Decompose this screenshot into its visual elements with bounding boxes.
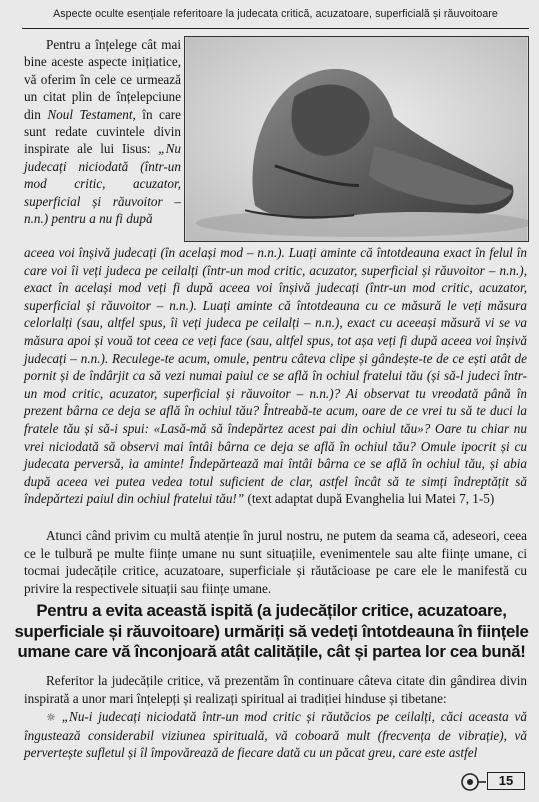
page-number-box	[459, 771, 525, 793]
crouching-figure-image	[184, 36, 529, 242]
intro-text: Pentru a înțelege cât mai bine aceste aspecte inițiatice, vă oferim în cele ce urmează un citat plin de înțelepciune din	[24, 37, 181, 122]
sun-bullet-icon: ☼	[46, 711, 56, 724]
intro-text-after: , în care sunt redate cuvintele divin inspirate ale lui Iisus:	[24, 106, 181, 157]
quote-source: (text adaptat după Evanghelia lui Matei 7, 1-5)	[244, 491, 495, 507]
quote-body: aceea voi înșivă judecați (în același mod – n.n.). Luați aminte că întotdeauna exact în felul în care voi îi veți judeca pe ceilalți (într-un mod critic, acuzator, superficial și răuvoitor – n.n.), exact în același mod veți fi după aceea voi înșivă judecați (într-un mod critic, acuzator, superficial și răuvoitor – n.n.). Luați aminte că întotdeauna cu ce măsură le veți măsura celorlalți (sau, altfel spus, îi veți judeca pe ceilalți – n.n.), exact cu aceeași măsură vi se va măsura apoi și vouă tot ceea ce veți face (sau, altfel spus, tot așa veți fi după aceea voi înșivă judecați – n.n.). Reculege-te acum, omule, pentru câteva clipe și gândește-te de ce ești atât de pornit și de îndârjit ca să vezi numai paiul ce se află în ochiul fratelui tău (și să-l judeci într-un mod critic, acuzator, superficial și răuvoitor – n.n.)? Ai observat tu vreodată până în prezent bârna ce deja se află în ochiul tău? Întreabă-te acum, oare de ce vrei tu să te duci la fratele tău și să-i spui: «Lasă-mă să îndepărtez acest pai din ochiul tău»? Oare tu chiar nu vrei niciodată să observi mai întâi bârna ce deja se află în ochiul tău? Omule ipocrit și cu judecata perversă, ia aminte! Îndepărtează mai întâi bârna ce se află în ochiul tău, și abia după aceea vei putea vedea totul suficient de clar, astfel încât să te simți îndreptățit să îndepărtezi paiul din ochiul fratelui tău!”	[24, 245, 527, 507]
quote-paragraph	[24, 244, 527, 508]
bullet-text: „Nu-i judecați niciodată într-un mod critic și răutăcios pe ceilalți, căci aceasta vă îngustează considerabil viziunea spirituală, vă coboară mult (frecvența de vibrație), vă pervertește sufletul și îl împovărează de fiecare dată cu un păcat greu, care este astfel	[24, 709, 527, 761]
paragraph-3: Referitor la judecățile critice, vă prezentăm în continuare câteva citate din gândirea divin inspirată a unor mari înțelepți și realizați spiritual ai tradiției hinduse și tibetane:	[24, 673, 527, 706]
book-title: Noul Testament	[47, 106, 133, 122]
paragraph-2: Atunci când privim cu multă atenție în jurul nostru, ne putem da seama că, adeseori, ceea ce le tulbură pe multe ființe umane nu sunt situațiile, evenimentele sau alte ființe umane, ci tocmai judecățile critice, acuzatoare, superficiale și răutăcioase pe care ele le manifestă cu privire la respectivele situații sau ființe umane.	[24, 528, 527, 596]
bullet-quote	[24, 708, 527, 762]
running-header: Aspecte oculte esențiale referitoare la judecata critică, acuzatoare, superficială și răuvoitoare	[22, 8, 529, 29]
page-number: 15	[487, 772, 525, 790]
publisher-logo-icon	[459, 771, 487, 793]
quote-start: „Nu judecați niciodată (într-un mod critic, acuzator, superficial și răuvoitor – n.n.) pentru a nu fi după	[24, 141, 181, 227]
section-heading: Pentru a evita această ispită (a judecăților critice, acuzatoare, superficiale și răuvoitoare) urmăriți să vedeți întotdeauna în ființele umane care vă înconjoară atât calitățile, cât și partea lor cea bună!	[14, 601, 529, 662]
intro-paragraph	[24, 36, 181, 227]
